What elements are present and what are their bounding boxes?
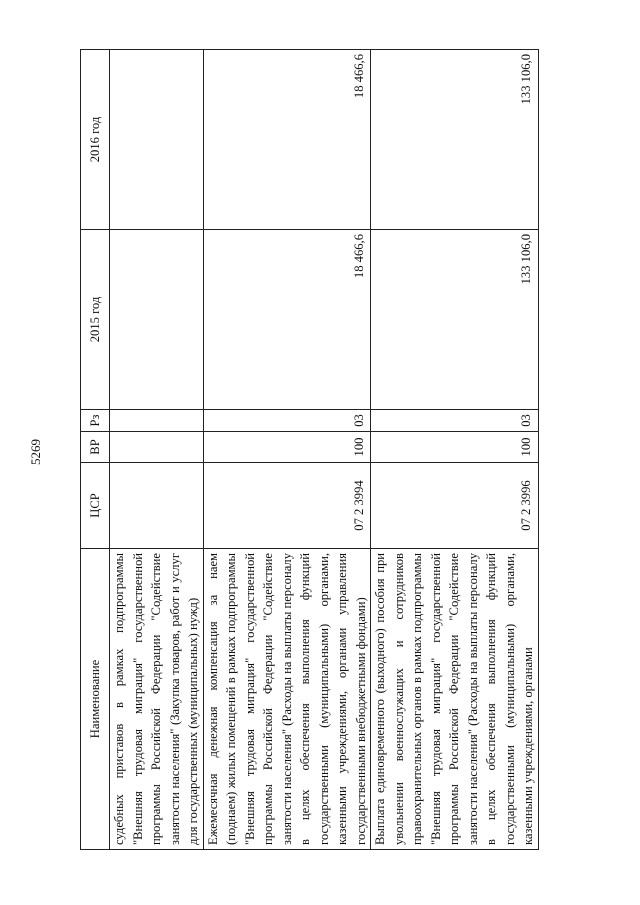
row-vr: 100 bbox=[371, 432, 539, 463]
row-name: Ежемесячная денежная компенсация за наем (поднаем) жилых помещений в рамках подпрограммы "Внешняя трудовая миграция" государственной программы Российской Федерации "Содействие занятости населения" (Расходы на выплаты персоналу в целях обеспечения выполнения функций государственными (муниципальными) органами, казенными учреждениями, органами управления государственными внебюджетными фондами) bbox=[203, 549, 371, 850]
row-rz bbox=[110, 410, 204, 432]
row-csr bbox=[110, 463, 204, 549]
row-2015: 18 466,6 bbox=[203, 230, 371, 410]
row-vr bbox=[110, 432, 204, 463]
row-name: Выплата единовременного (выходного) пособия при увольнении военнослужащих и сотрудников правоохранительных органов в рамках подпрограммы "Внешняя трудовая миграция" государственной программы Российской Федерации "Содействие занятости населения" (Расходы на выплаты персоналу в целях обеспечения выполнения функций государственными (муниципальными) органами, казенными учреждениями, органами bbox=[371, 549, 539, 850]
row-csr: 07 2 3996 bbox=[371, 463, 539, 549]
row-rz: 03 bbox=[203, 410, 371, 432]
row-csr: 07 2 3994 bbox=[203, 463, 371, 549]
row-vr: 100 bbox=[203, 432, 371, 463]
row-2015: 133 106,0 bbox=[371, 230, 539, 410]
table-row bbox=[203, 50, 371, 850]
header-name: Наименование bbox=[81, 549, 110, 850]
header-csr: ЦСР bbox=[81, 463, 110, 549]
row-2015 bbox=[110, 230, 204, 410]
row-2016: 18 466,6 bbox=[203, 50, 371, 230]
row-2016 bbox=[110, 50, 204, 230]
row-rz: 03 bbox=[371, 410, 539, 432]
table-row bbox=[110, 50, 204, 850]
header-rz: Рз bbox=[81, 410, 110, 432]
header-2016: 2016 год bbox=[81, 50, 110, 230]
header-2015: 2015 год bbox=[81, 230, 110, 410]
budget-table bbox=[80, 49, 539, 850]
rotated-table-container bbox=[80, 50, 560, 850]
page-number: 5269 bbox=[28, 439, 43, 465]
header-vr: ВР bbox=[81, 432, 110, 463]
row-name: судебных приставов в рамках подпрограммы "Внешняя трудовая миграция" государственной программы Российской Федерации "Содействие занятости населения" (Закупка товаров, работ и услуг для государственных (муниципальных) нужд) bbox=[110, 549, 204, 850]
table-header-row bbox=[81, 50, 110, 850]
row-2016: 133 106,0 bbox=[371, 50, 539, 230]
table-row bbox=[371, 50, 539, 850]
